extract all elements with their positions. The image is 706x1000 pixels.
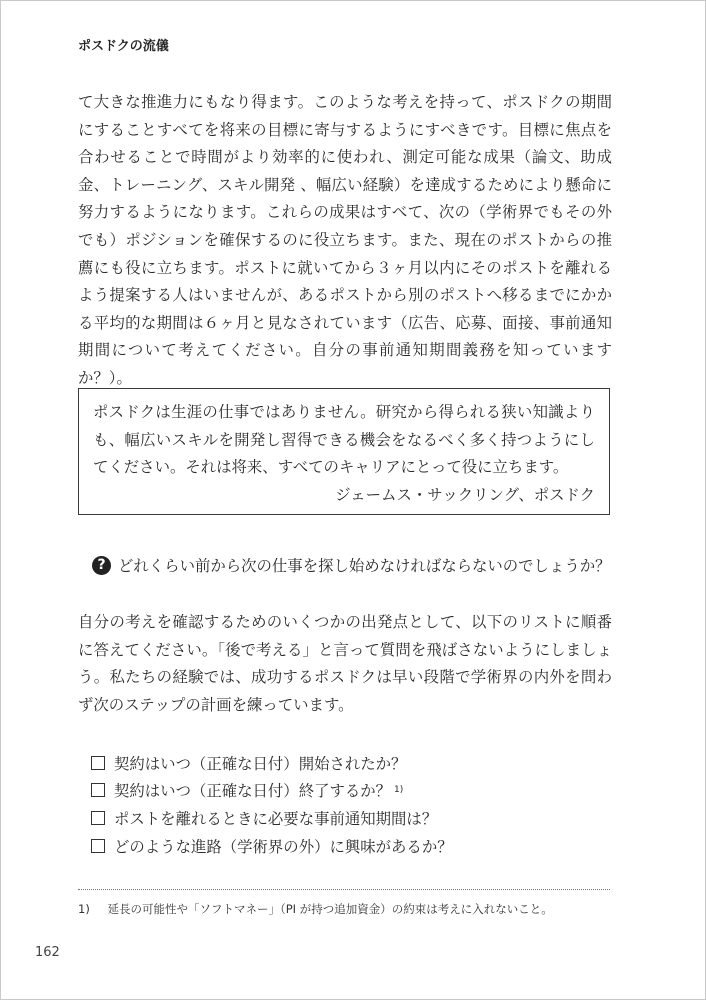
footnote-number: 1) [78, 902, 90, 916]
question-text: どれくらい前から次の仕事を探し始めなければならないのでしょうか？ [118, 557, 611, 575]
checkbox-icon [91, 811, 105, 825]
body-paragraph-1: て大きな推進力にもなり得ます。このような考えを持って、ポスドクの期間にすることすべてを将来の目標に寄与するようにすべきです。目標に焦点を合わせることで時間がより効率的に使われ、測定可能な成果（論文、助成金、トレーニング、スキル開発 、幅広い経験）を達成するためにより懸命に努力するようになります。これらの成果はすべて、次の（学術界でもその外でも）ポジションを確保するのに役立ちます。また、現在のポストからの推薦にも役に立ちます。ポストに就いてから３ヶ月以内にそのポストを離れるよう提案する人はいませんが、あるポストから別のポストへ移るまでにかかる平均的な期間は６ヶ月と見なされています（広告、応募、面接、事前通知期間について考えてください。自分の事前通知期間義務を知っていますか？）。 [78, 93, 612, 387]
checklist-item-text: どのような進路（学術界の外）に興味があるか？ [114, 837, 453, 856]
footnote-reference: 1) [394, 785, 404, 796]
footnote-text: 延長の可能性や「ソフトマネー」（PI が持つ追加資金）の約束は考えに入れないこと。 [107, 902, 553, 916]
checklist-item-text: 契約はいつ（正確な日付）終了するか？ [114, 782, 392, 801]
checklist-item-text: ポストを離れるときに必要な事前通知期間は？ [114, 809, 438, 828]
running-title: ポスドクの流儀 [78, 39, 169, 54]
quote-box [78, 388, 610, 515]
footnote-divider [78, 889, 610, 890]
checkbox-icon [91, 839, 105, 853]
question-mark-circle-icon: ? [92, 556, 111, 575]
checklist-item [91, 832, 453, 860]
checklist-item [91, 749, 453, 777]
question-heading [92, 554, 611, 576]
quote-attribution: ジェームス・サックリング、ポスドク [335, 486, 595, 504]
checklist [91, 749, 453, 859]
quote-text: ポスドクは生涯の仕事ではありません。研究から得られる狭い知識よりも、幅広いスキルを開発し習得できる機会をなるべく多く持つようにしてください。それは将来、すべてのキャリアにとって役に立ちます。 [93, 403, 595, 477]
page-number: 162 [35, 945, 60, 960]
checklist-item [91, 804, 453, 832]
footnote [78, 901, 553, 917]
body-paragraph-2: 自分の考えを確認するためのいくつかの出発点として、以下のリストに順番に答えてください。「後で考える」と言って質問を飛ばさないようにしましょう。私たちの経験では、成功するポスドクは早い段階で学術界の内外を問わず次のステップの計画を練っています。 [78, 613, 612, 714]
checklist-item-text: 契約はいつ（正確な日付）開始されたか？ [114, 754, 407, 773]
checkbox-icon [91, 756, 105, 770]
checklist-item [91, 777, 453, 805]
checkbox-icon [91, 783, 105, 797]
